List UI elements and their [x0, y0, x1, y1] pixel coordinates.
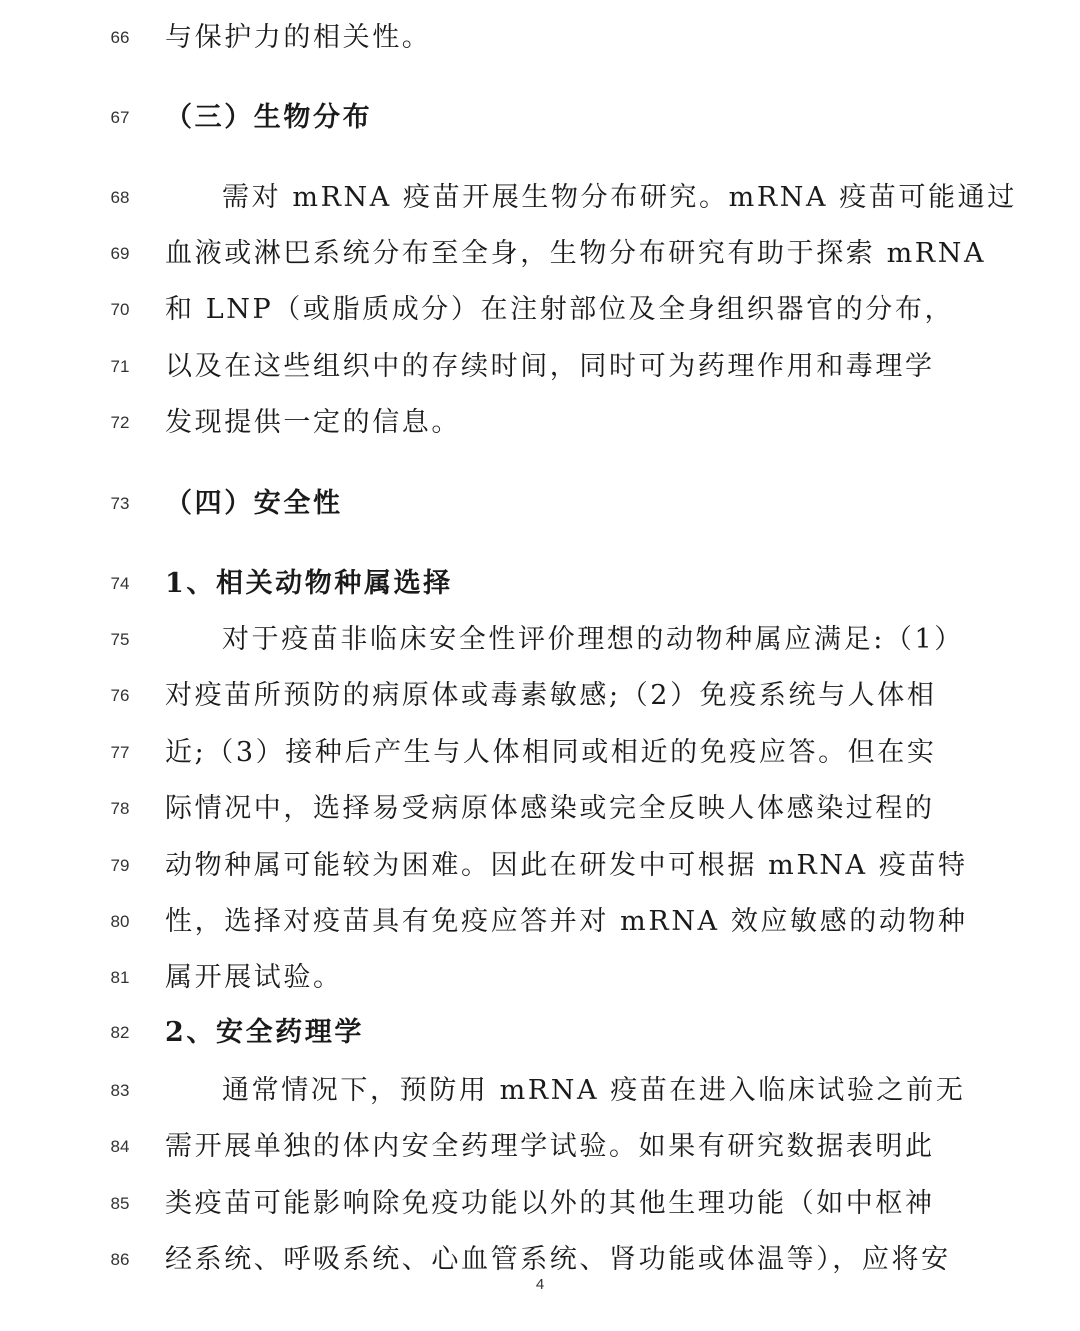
line-text: 发现提供一定的信息。: [165, 407, 461, 438]
subsection-heading: 2、安全药理学: [165, 1017, 364, 1048]
text-line: [0, 950, 1080, 1006]
line-text: 血液或淋巴系统分布至全身，生物分布研究有助于探索 mRNA: [165, 238, 987, 269]
line-text: 通常情况下，预防用 mRNA 疫苗在进入临床试验之前无: [222, 1075, 966, 1106]
section-heading: （四）安全性: [165, 488, 343, 519]
line-number: 74: [110, 574, 130, 593]
line-text: 对疫苗所预防的病原体或毒素敏感;（2）免疫系统与人体相: [165, 680, 937, 711]
line-text: 类疫苗可能影响除免疫功能以外的其他生理功能（如中枢神: [165, 1188, 935, 1219]
line-text: 对于疫苗非临床安全性评价理想的动物种属应满足:（1）: [222, 624, 964, 655]
text-line: [0, 725, 1080, 781]
text-line: [0, 10, 1080, 66]
section-heading: （三）生物分布: [165, 102, 373, 133]
line-number: 69: [110, 244, 130, 263]
text-line: [0, 556, 1080, 612]
subsection-heading: 1、相关动物种属选择: [165, 568, 453, 599]
line-number: 84: [110, 1137, 130, 1156]
line-number: 80: [110, 912, 130, 931]
line-text: 需开展单独的体内安全药理学试验。如果有研究数据表明此: [165, 1131, 935, 1162]
line-number: 68: [110, 188, 130, 207]
line-number: 67: [110, 108, 130, 127]
text-line: [0, 170, 1080, 226]
line-number: 78: [110, 799, 130, 818]
line-number: 77: [110, 743, 130, 762]
line-number: 76: [110, 686, 130, 705]
page-number: 4: [535, 1276, 545, 1293]
line-number: 66: [110, 28, 130, 47]
line-text: 需对 mRNA 疫苗开展生物分布研究。mRNA 疫苗可能通过: [222, 182, 1017, 213]
line-text: 以及在这些组织中的存续时间，同时可为药理作用和毒理学: [165, 351, 935, 382]
line-number: 72: [110, 413, 130, 432]
line-number: 70: [110, 300, 130, 319]
line-number: 81: [110, 968, 130, 987]
line-text: 近;（3）接种后产生与人体相同或相近的免疫应答。但在实: [165, 737, 937, 768]
text-line: [0, 668, 1080, 724]
line-text: 动物种属可能较为困难。因此在研发中可根据 mRNA 疫苗特: [165, 850, 968, 881]
text-line: [0, 838, 1080, 894]
line-text: 性，选择对疫苗具有免疫应答并对 mRNA 效应敏感的动物种: [165, 906, 968, 937]
text-line: [0, 339, 1080, 395]
text-line: [0, 894, 1080, 950]
text-line: [0, 1176, 1080, 1232]
line-number: 73: [110, 494, 130, 513]
text-line: [0, 395, 1080, 451]
line-text: 和 LNP（或脂质成分）在注射部位及全身组织器官的分布，: [165, 294, 955, 325]
text-line: [0, 781, 1080, 837]
text-line: [0, 282, 1080, 338]
line-number: 79: [110, 856, 130, 875]
line-number: 75: [110, 630, 130, 649]
line-number: 86: [110, 1250, 130, 1269]
text-line: [0, 612, 1080, 668]
text-line: [0, 1119, 1080, 1175]
text-line: [0, 90, 1080, 146]
line-number: 85: [110, 1194, 130, 1213]
text-line: [0, 1005, 1080, 1061]
text-line: [0, 476, 1080, 532]
line-text: 与保护力的相关性。: [165, 22, 432, 53]
text-line: [0, 1063, 1080, 1119]
line-number: 83: [110, 1081, 130, 1100]
line-text: 属开展试验。: [165, 962, 343, 993]
line-text: 际情况中，选择易受病原体感染或完全反映人体感染过程的: [165, 793, 935, 824]
line-number: 71: [110, 357, 130, 376]
line-text: 经系统、呼吸系统、心血管系统、肾功能或体温等），应将安: [165, 1244, 951, 1275]
text-line: [0, 226, 1080, 282]
line-number: 82: [110, 1023, 130, 1042]
